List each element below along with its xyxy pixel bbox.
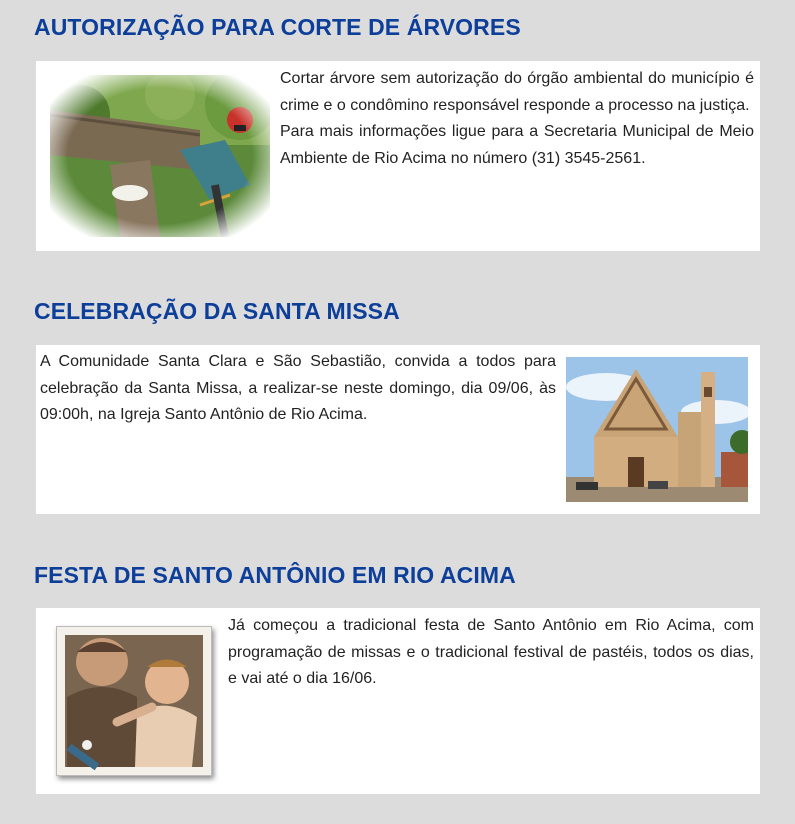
tree-cutting-photo: [50, 75, 270, 237]
article-body-tree-cutting: [280, 66, 754, 172]
article-paragraph: Cortar árvore sem autorização do órgão ambiental do município é crime e o condômino responsável responde a processo na justiça.: [280, 70, 754, 114]
article-card-mass: [36, 345, 760, 514]
article-card-tree-cutting: [36, 61, 760, 251]
article-card-festa: [36, 608, 760, 794]
article-paragraph: Já começou a tradicional festa de Santo Antônio em Rio Acima, com programação de missas e o tradicional festival de pastéis, todos os dias, e vai até o dia 16/06.: [228, 617, 754, 687]
article-body-festa: [228, 613, 754, 693]
article-title-mass: CELEBRAÇÃO DA SANTA MISSA: [34, 298, 400, 324]
article-paragraph: A Comunidade Santa Clara e São Sebastião, convida a todos para celebração da Santa Missa, a realizar-se neste domingo, dia 09/06, às 09:00h, na Igreja Santo Antônio de Rio Acima.: [40, 353, 556, 423]
saint-anthony-photo: [56, 626, 212, 776]
article-title-festa: FESTA DE SANTO ANTÔNIO EM RIO ACIMA: [34, 562, 516, 588]
article-title-tree-cutting: AUTORIZAÇÃO PARA CORTE DE ÁRVORES: [34, 14, 521, 40]
article-paragraph: Para mais informações ligue para a Secretaria Municipal de Meio Ambiente de Rio Acima no número (31) 3545-2561.: [280, 123, 754, 167]
church-photo: [566, 357, 748, 502]
article-body-mass: [40, 349, 556, 429]
